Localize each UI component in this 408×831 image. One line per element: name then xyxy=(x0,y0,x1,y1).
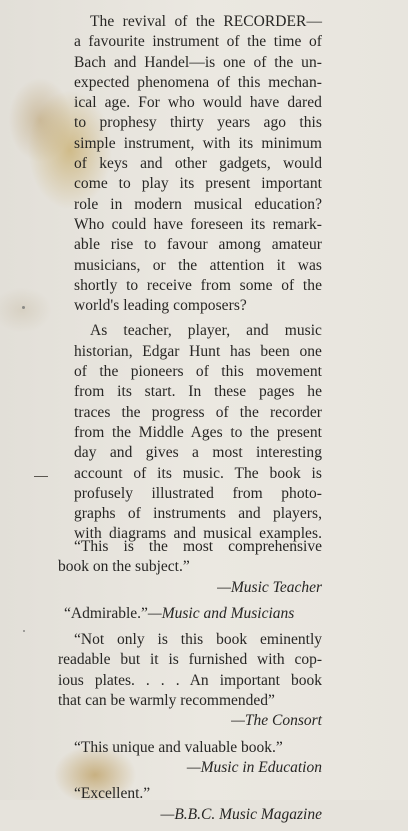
quote-line: “This is the most comprehensive xyxy=(74,538,322,555)
text-line: shortly to receive from some of the xyxy=(74,276,322,294)
text-line: Who could have foreseen its remark- xyxy=(74,215,322,233)
review-quote xyxy=(58,784,322,825)
review-quotes xyxy=(58,537,322,831)
quote-attribution: —Music in Education xyxy=(186,758,322,776)
text-line: role in modern musical education? xyxy=(74,195,322,213)
text-line: account of its music. The book is xyxy=(74,464,322,482)
text-line: of keys and other gadgets, would xyxy=(74,155,322,173)
quote-line: readable but it is furnished with cop- xyxy=(58,651,322,669)
quote-line: “This unique and valuable book.” xyxy=(74,738,283,756)
quote-text: “Admirable.” xyxy=(64,604,148,622)
paper-speck xyxy=(23,630,25,632)
blurb-paragraph-2 xyxy=(58,321,322,544)
blurb-paragraph-1 xyxy=(58,12,322,316)
review-quote xyxy=(58,630,322,731)
text-line: Bach and Handel—is one of the un- xyxy=(74,53,322,71)
text-line: of the pioneers of this movement xyxy=(74,363,322,381)
blurb-body xyxy=(58,12,322,545)
quote-line: book on the subject.” xyxy=(58,558,190,576)
text-line: come to play its present important xyxy=(74,175,322,193)
quote-attribution: —Music and Musicians xyxy=(147,604,295,622)
text-line: traces the progress of the recorder xyxy=(74,403,322,421)
text-line: a favourite instrument of the time of xyxy=(74,33,322,51)
text-line: ical age. For who would have dared xyxy=(74,94,322,112)
text-line: expected phenomena of this mechan- xyxy=(74,73,322,91)
text-line: day and gives a most interesting xyxy=(74,444,322,462)
text-line: The revival of the RECORDER— xyxy=(90,13,322,30)
quote-line: “Not only is this book eminently xyxy=(74,631,322,649)
text-line: profusely illustrated from photo- xyxy=(74,484,322,502)
margin-dash xyxy=(34,476,48,477)
text-line: with diagrams and musical examples. xyxy=(74,525,322,543)
review-quote xyxy=(58,537,322,598)
text-line: graphs of instruments and players, xyxy=(74,505,322,523)
text-line: from its start. In these pages he xyxy=(74,383,322,401)
text-line: to prophesy thirty years ago this xyxy=(74,114,322,132)
quote-line: “Excellent.” xyxy=(74,785,151,803)
text-line: from the Middle Ages to the present xyxy=(74,423,322,441)
text-line: musicians, or the attention it was xyxy=(74,256,322,274)
quote-attribution: —The Consort xyxy=(231,712,322,730)
text-line: able rise to favour among amateur xyxy=(74,236,322,254)
quote-attribution: —B.B.C. Music Magazine xyxy=(160,805,322,823)
quote-line: that can be warmly recommended” xyxy=(58,692,275,710)
paper-speck xyxy=(22,306,25,309)
review-quote xyxy=(58,738,322,779)
text-line: simple instrument, with its minimum xyxy=(74,134,322,152)
text-line: world's leading composers? xyxy=(74,297,247,315)
review-quote xyxy=(58,604,322,624)
text-line: As teacher, player, and music xyxy=(90,322,322,340)
quote-line: ious plates. . . . An important book xyxy=(58,671,322,689)
quote-attribution: —Music Teacher xyxy=(217,578,322,596)
text-line: historian, Edgar Hunt has been one xyxy=(74,342,322,360)
